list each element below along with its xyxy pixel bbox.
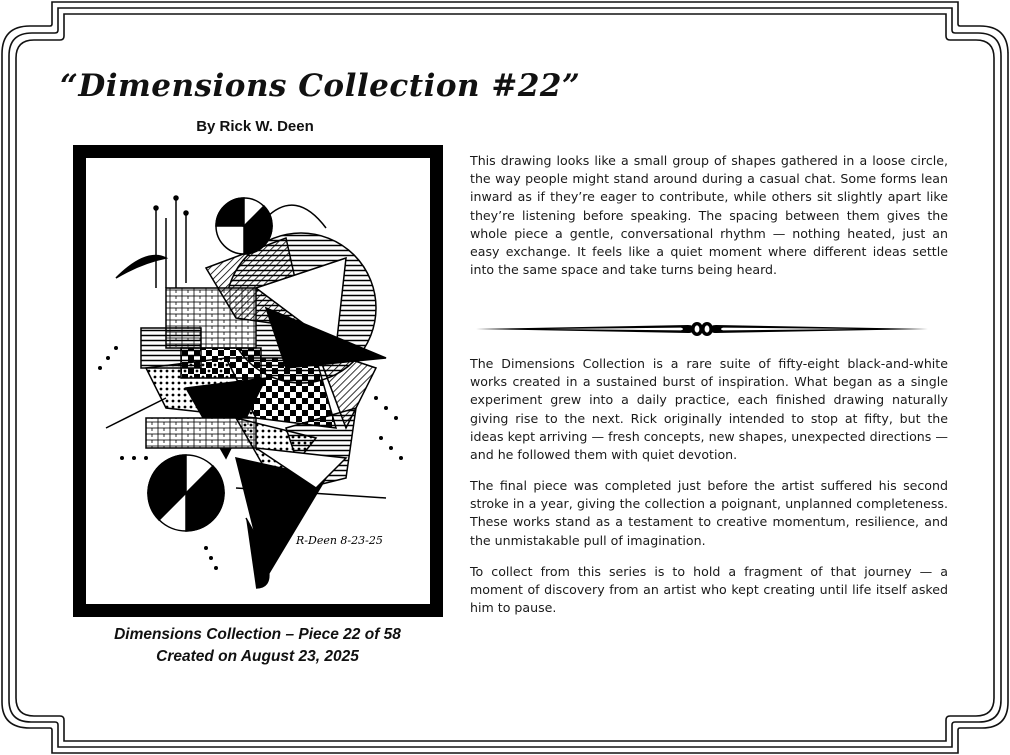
collection-paragraph: The Dimensions Collection is a rare suite of fifty-eight black-and-white works created in a sustained burst of inspiration. What began as a single experiment grew into a daily practice, each finished drawing naturally giving rise to the next. Rick originally intended to stop at fifty, but the ideas kept arriving — fresh concepts, new shapes, unexpected directions — and he followed them with quiet devotion. [470,356,948,463]
description-paragraph: This drawing looks like a small group of shapes gathered in a loose circle, the way people might stand around during a casual chat. Some forms lean inward as if they’re eager to contribute, while others sit slightly apart like they’re listening before speaking. The spacing between them gives the whole piece a gentle, conversational rhythm — nothing heated, just an easy exchange. It feels like a quiet moment where different ideas settle into the same space and take turns being heard. [470,153,948,278]
poster-title: “Dimensions Collection #22” [60,68,581,104]
artwork-frame [73,145,443,617]
artist-signature: R-Deen 8-23-25 [296,534,383,547]
ornamental-divider [476,318,928,340]
artwork-image [86,158,430,604]
abstract-drawing [86,158,430,604]
collecting-paragraph: To collect from this series is to hold a fragment of that journey — a moment of discovery from an artist who kept creating until life itself asked him to pause. [470,564,948,616]
artist-byline: By Rick W. Deen [196,118,314,135]
final-piece-paragraph: The final piece was completed just before the artist suffered his second stroke in a year, giving the collection a poignant, unplanned completeness. These works stand as a testament to creative momentum, resilience, and the unmistakable pull of imagination. [470,478,948,548]
caption-piece-number: Dimensions Collection – Piece 22 of 58 [114,626,401,643]
caption-created-date: Created on August 23, 2025 [156,648,359,665]
artwork-caption [60,624,455,668]
